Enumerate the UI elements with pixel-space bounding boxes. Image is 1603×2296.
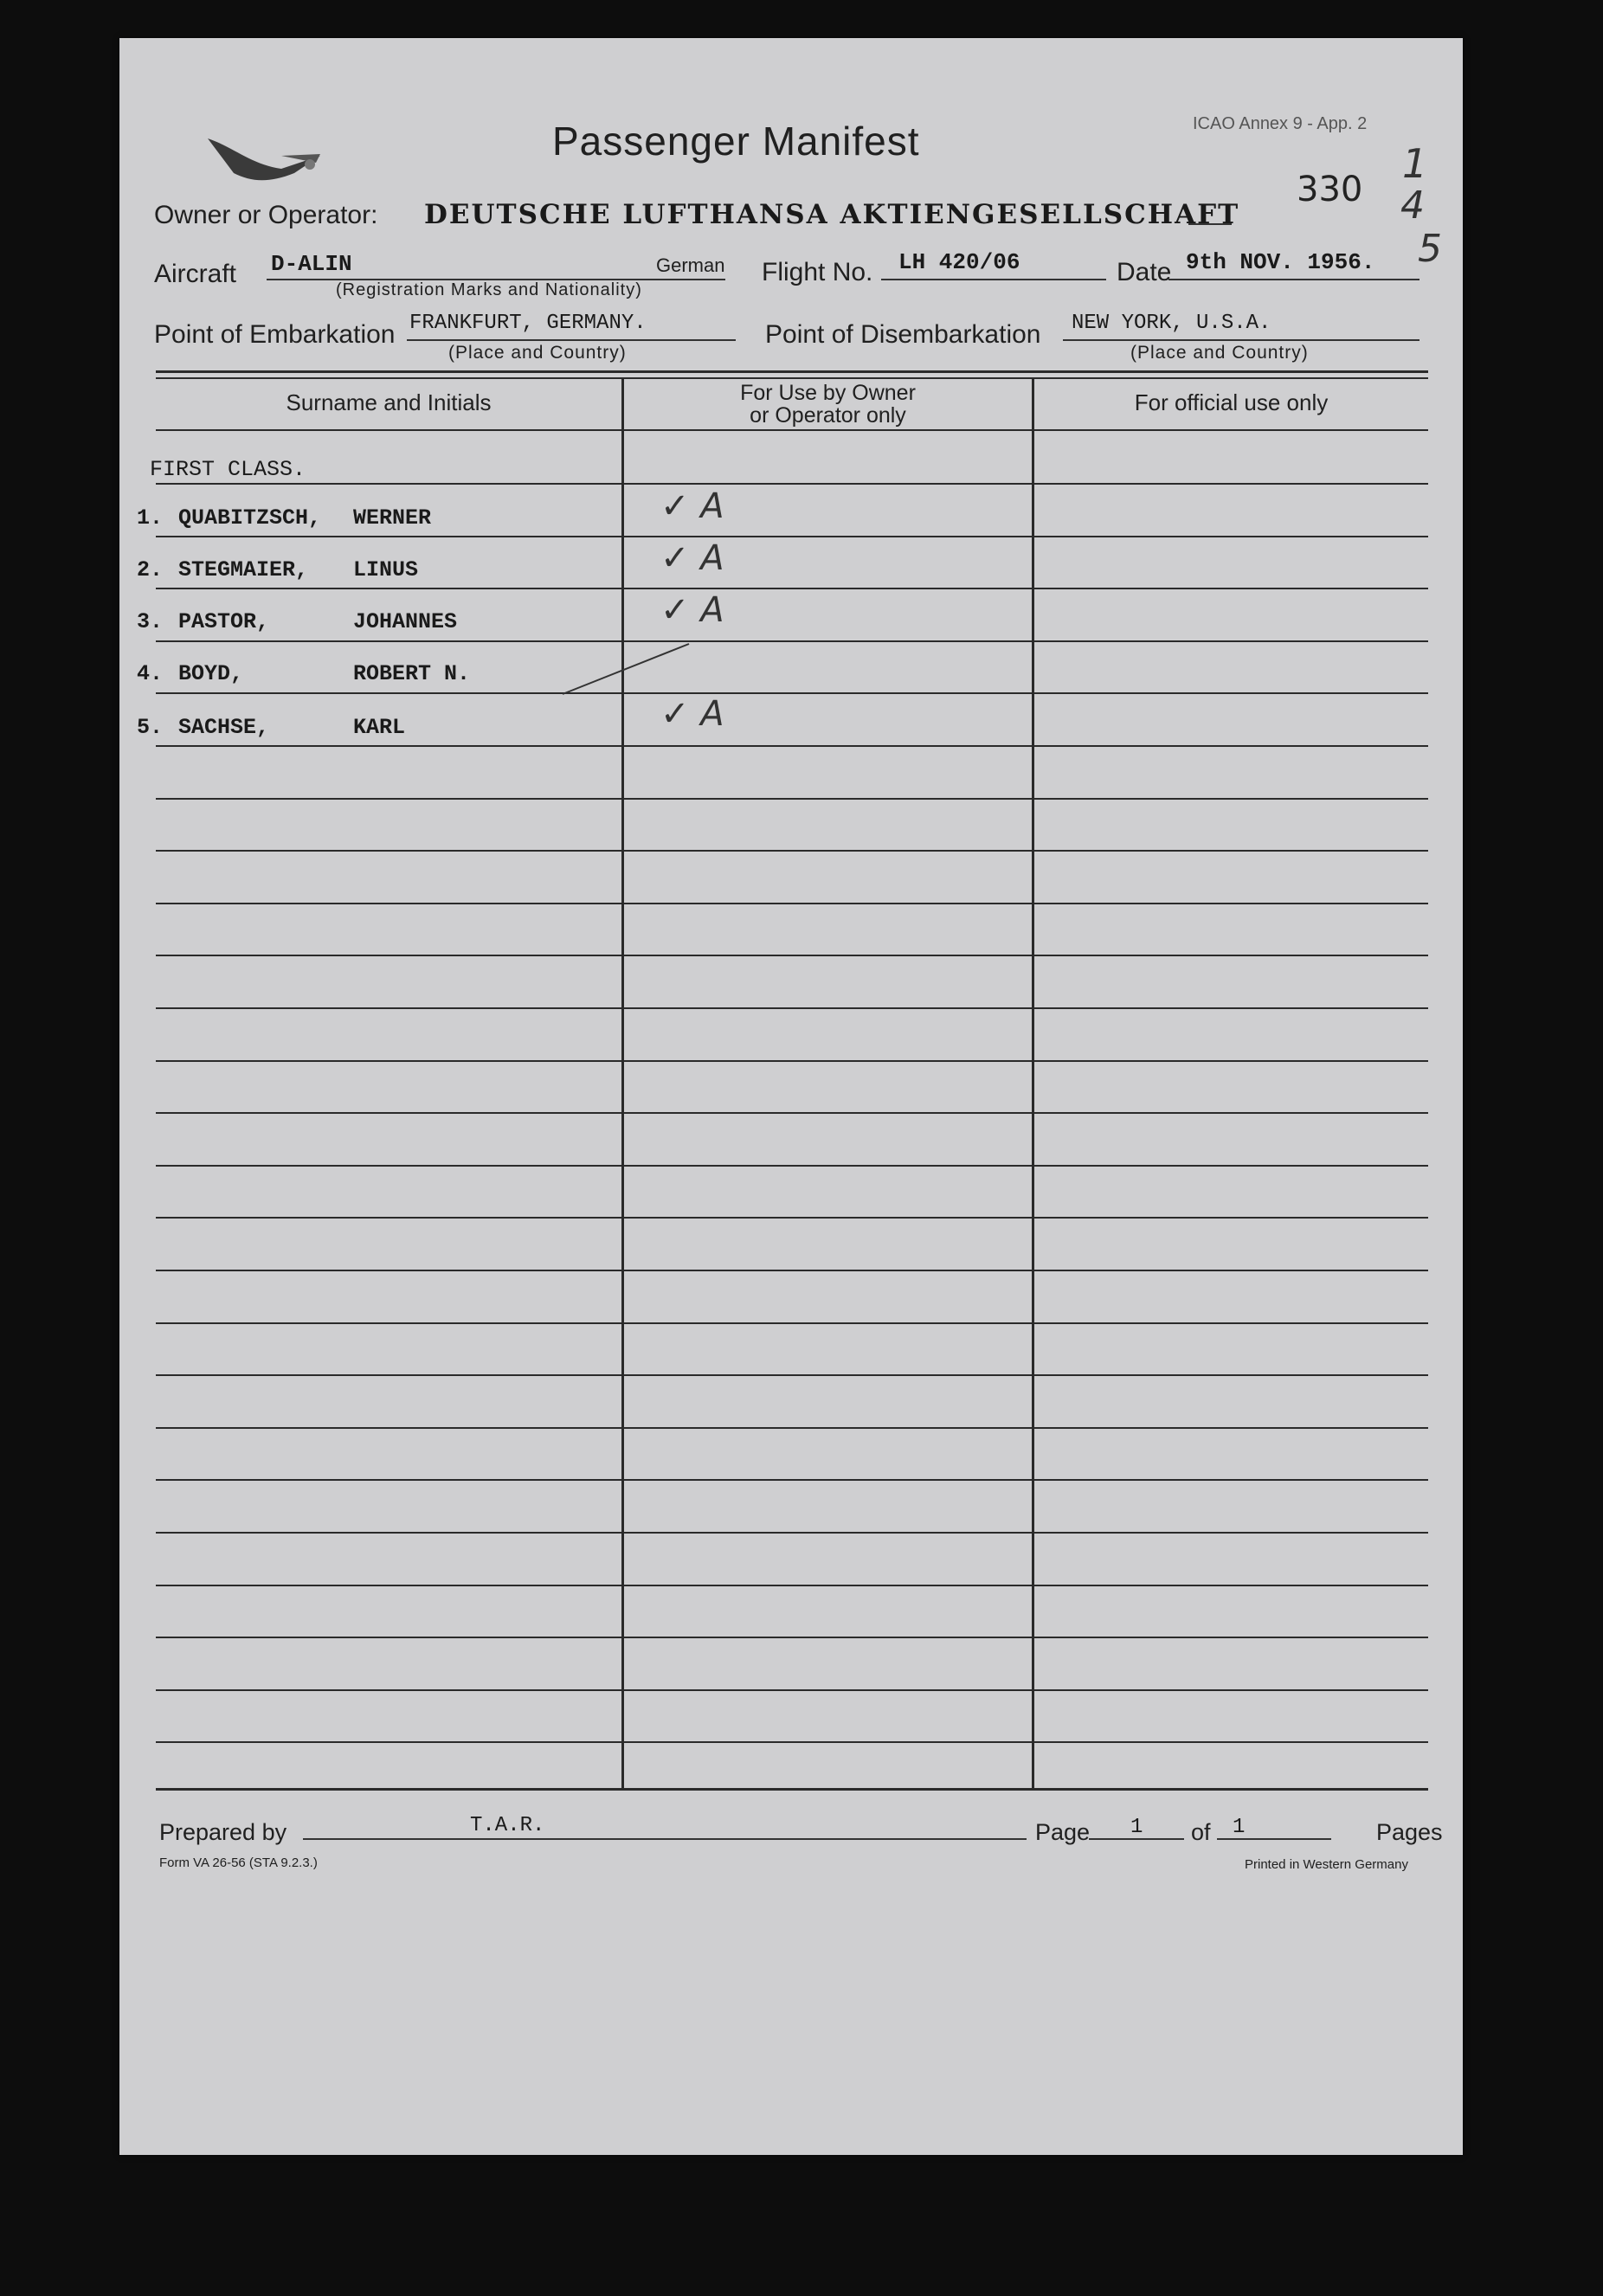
row-given-name: JOHANNES bbox=[353, 609, 458, 634]
aircraft-caption: (Registration Marks and Nationality) bbox=[336, 280, 642, 299]
hand-note-top: 1 bbox=[1402, 140, 1428, 187]
table-rule bbox=[156, 588, 1428, 589]
of-value: 1 bbox=[1233, 1816, 1246, 1839]
disembark-value: NEW YORK, U.S.A. bbox=[1072, 312, 1271, 335]
page-value: 1 bbox=[1130, 1816, 1143, 1839]
manifest-page bbox=[119, 38, 1463, 2155]
table-rule bbox=[156, 1427, 1428, 1429]
hand-note-bottom: 5 bbox=[1418, 227, 1442, 271]
row-number: 1. bbox=[137, 505, 164, 531]
table-rule bbox=[156, 903, 1428, 904]
row-given-name: LINUS bbox=[353, 557, 419, 582]
row-surname: SACHSE, bbox=[178, 715, 270, 740]
aircraft-label: Aircraft bbox=[154, 260, 237, 288]
page-stamp-number: 330 bbox=[1297, 170, 1363, 209]
row-number: 4. bbox=[137, 661, 164, 686]
page-title: Passenger Manifest bbox=[552, 119, 920, 164]
table-rule bbox=[156, 1374, 1428, 1376]
prepared-label: Prepared by bbox=[159, 1819, 287, 1845]
table-rule bbox=[156, 1637, 1428, 1638]
table-rule bbox=[156, 955, 1428, 956]
table-rule bbox=[156, 692, 1428, 694]
col-header-official: For official use only bbox=[1134, 389, 1329, 415]
table-rule bbox=[156, 798, 1428, 800]
table-rule bbox=[156, 1165, 1428, 1167]
table-rule bbox=[156, 1689, 1428, 1691]
table-rule bbox=[156, 1217, 1428, 1219]
table-rule bbox=[156, 850, 1428, 852]
strike-line bbox=[561, 640, 691, 698]
table-rule bbox=[156, 1741, 1428, 1743]
row-check-mark: ✓ A bbox=[660, 590, 724, 630]
prepared-value: T.A.R. bbox=[470, 1814, 545, 1837]
page-label: Page bbox=[1035, 1819, 1091, 1845]
of-label: of bbox=[1191, 1819, 1211, 1845]
table-rule bbox=[156, 1270, 1428, 1271]
table-rule bbox=[156, 1112, 1428, 1114]
column-divider-2 bbox=[1032, 379, 1034, 1788]
embark-value: FRANKFURT, GERMANY. bbox=[409, 312, 647, 335]
row-number: 5. bbox=[137, 715, 164, 740]
icao-reference: ICAO Annex 9 - App. 2 bbox=[1193, 114, 1368, 133]
nationality-value: German bbox=[656, 254, 725, 276]
row-check-mark: ✓ A bbox=[660, 486, 724, 526]
column-divider-1 bbox=[621, 379, 624, 1788]
table-rule bbox=[156, 1007, 1428, 1009]
aircraft-value: D-ALIN bbox=[271, 251, 352, 277]
row-surname: QUABITZSCH, bbox=[178, 505, 322, 531]
disembark-label: Point of Disembarkation bbox=[765, 320, 1041, 349]
hand-note-mid: 4 bbox=[1400, 183, 1425, 228]
owner-label: Owner or Operator: bbox=[154, 201, 378, 229]
table-rule bbox=[156, 1585, 1428, 1586]
form-reference: Form VA 26-56 (STA 9.2.3.) bbox=[159, 1855, 318, 1870]
section-first-class: FIRST CLASS. bbox=[150, 457, 306, 482]
row-surname: PASTOR, bbox=[178, 609, 270, 634]
row-given-name: KARL bbox=[353, 715, 406, 740]
table-rule bbox=[156, 745, 1428, 747]
row-surname: STEGMAIER, bbox=[178, 557, 309, 582]
row-number: 2. bbox=[137, 557, 164, 582]
col-header-owner-line1: For Use by Owner bbox=[740, 381, 916, 405]
printed-in: Printed in Western Germany bbox=[1245, 1857, 1408, 1872]
row-given-name: ROBERT N. bbox=[353, 661, 471, 686]
row-surname: BOYD, bbox=[178, 661, 244, 686]
table-rule bbox=[156, 536, 1428, 537]
row-check-mark: ✓ A bbox=[660, 694, 724, 734]
row-given-name: WERNER bbox=[353, 505, 432, 531]
lufthansa-crane-logo bbox=[199, 121, 329, 190]
flight-value: LH 420/06 bbox=[898, 249, 1020, 275]
embark-label: Point of Embarkation bbox=[154, 320, 396, 349]
row-check-mark: ✓ A bbox=[660, 538, 724, 578]
disembark-caption: (Place and Country) bbox=[1130, 343, 1309, 363]
table-rule bbox=[156, 1060, 1428, 1062]
flight-label: Flight No. bbox=[762, 258, 873, 286]
table-rule bbox=[156, 1322, 1428, 1324]
table-rule bbox=[156, 1479, 1428, 1481]
date-label: Date bbox=[1117, 258, 1172, 286]
embark-caption: (Place and Country) bbox=[448, 343, 627, 363]
table-rule bbox=[156, 483, 1428, 485]
col-header-owner-line2: or Operator only bbox=[750, 403, 906, 428]
table-rule bbox=[156, 640, 1428, 642]
col-header-surname: Surname and Initials bbox=[286, 389, 492, 415]
row-number: 3. bbox=[137, 609, 164, 634]
pages-label: Pages bbox=[1376, 1819, 1443, 1845]
owner-value: DEUTSCHE LUFTHANSA AKTIENGESELLSCHAFT bbox=[424, 199, 1240, 230]
table-rule bbox=[156, 1532, 1428, 1534]
date-value: 9th NOV. 1956. bbox=[1186, 249, 1375, 275]
